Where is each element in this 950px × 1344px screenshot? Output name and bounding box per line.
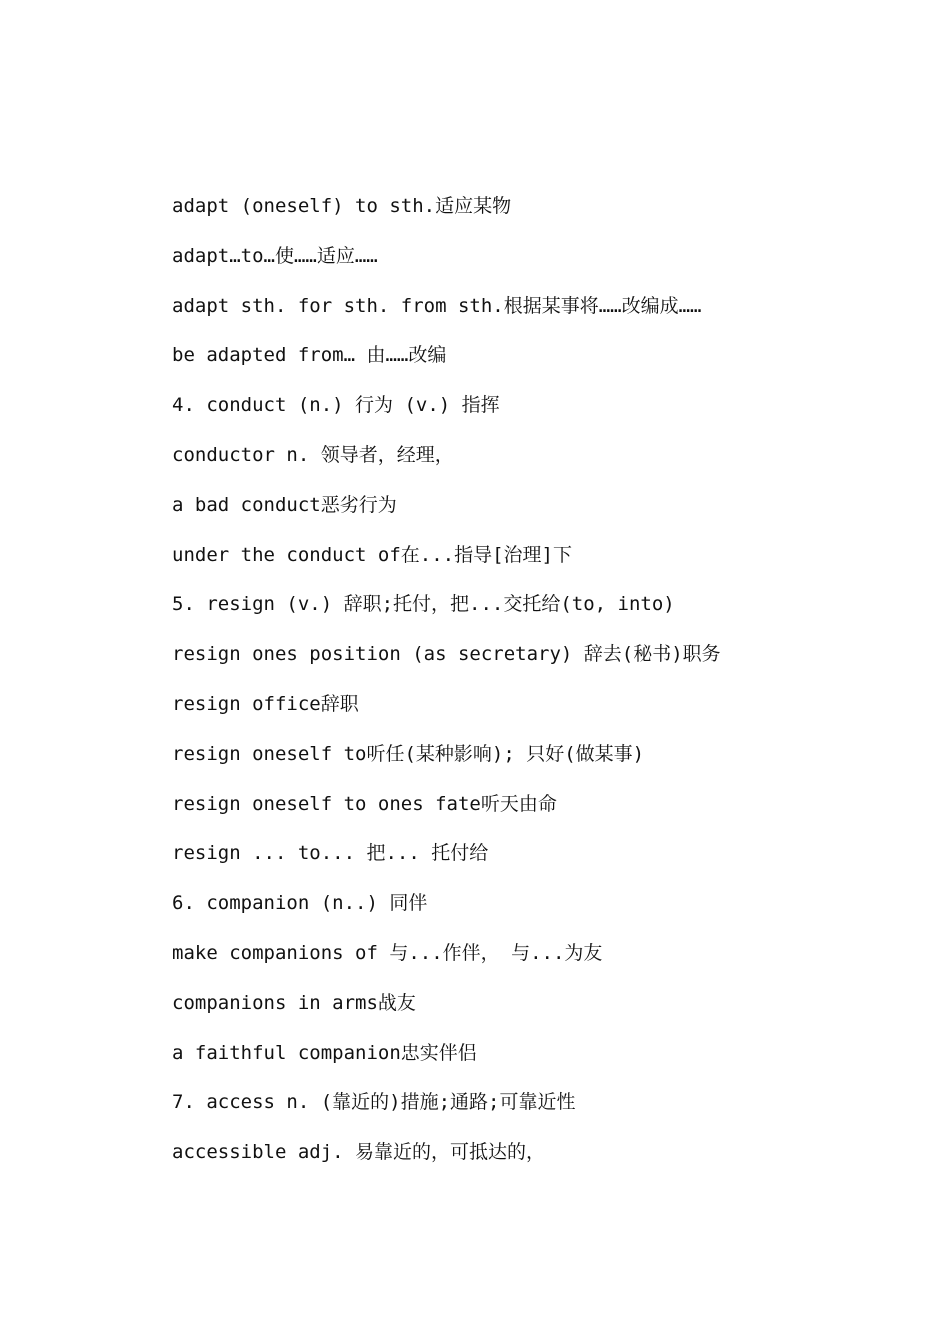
text-line: a faithful companion忠实伴侣 <box>172 1041 477 1064</box>
text-line: conductor n. 领导者，经理， <box>172 443 454 466</box>
text-line: companions in arms战友 <box>172 991 416 1014</box>
text-line: resign oneself to ones fate听天由命 <box>172 792 557 815</box>
section-heading-conduct: 4. conduct (n.) 行为 (v.) 指挥 <box>172 394 500 417</box>
text-line: resign office辞职 <box>172 692 359 715</box>
text-line: adapt sth. for sth. from sth.根据某事将……改编成…… <box>172 294 702 317</box>
text-line: under the conduct of在...指导[治理]下 <box>172 543 572 566</box>
text-line: make companions of 与...作伴， 与...为友 <box>172 941 603 964</box>
text-line: resign oneself to听任(某种影响); 只好(做某事) <box>172 742 645 765</box>
text-line: adapt (oneself) to sth.适应某物 <box>172 195 512 217</box>
text-line: resign ones position (as secretary) 辞去(秘书)职务 <box>172 643 721 666</box>
text-line: accessible adj. 易靠近的，可抵达的， <box>172 1141 546 1164</box>
text-line: adapt…to…使……适应…… <box>172 244 378 267</box>
vocabulary-list <box>172 190 872 1186</box>
text-line: be adapted from… 由……改编 <box>172 344 447 367</box>
section-heading-resign: 5. resign (v.) 辞职;托付，把...交托给(to, into) <box>172 593 675 616</box>
text-line: a bad conduct恶劣行为 <box>172 493 397 516</box>
text-line: resign ... to... 把... 托付给 <box>172 842 489 865</box>
section-heading-companion: 6. companion (n..) 同伴 <box>172 892 428 915</box>
section-heading-access: 7. access n. (靠近的)措施;通路;可靠近性 <box>172 1091 576 1114</box>
